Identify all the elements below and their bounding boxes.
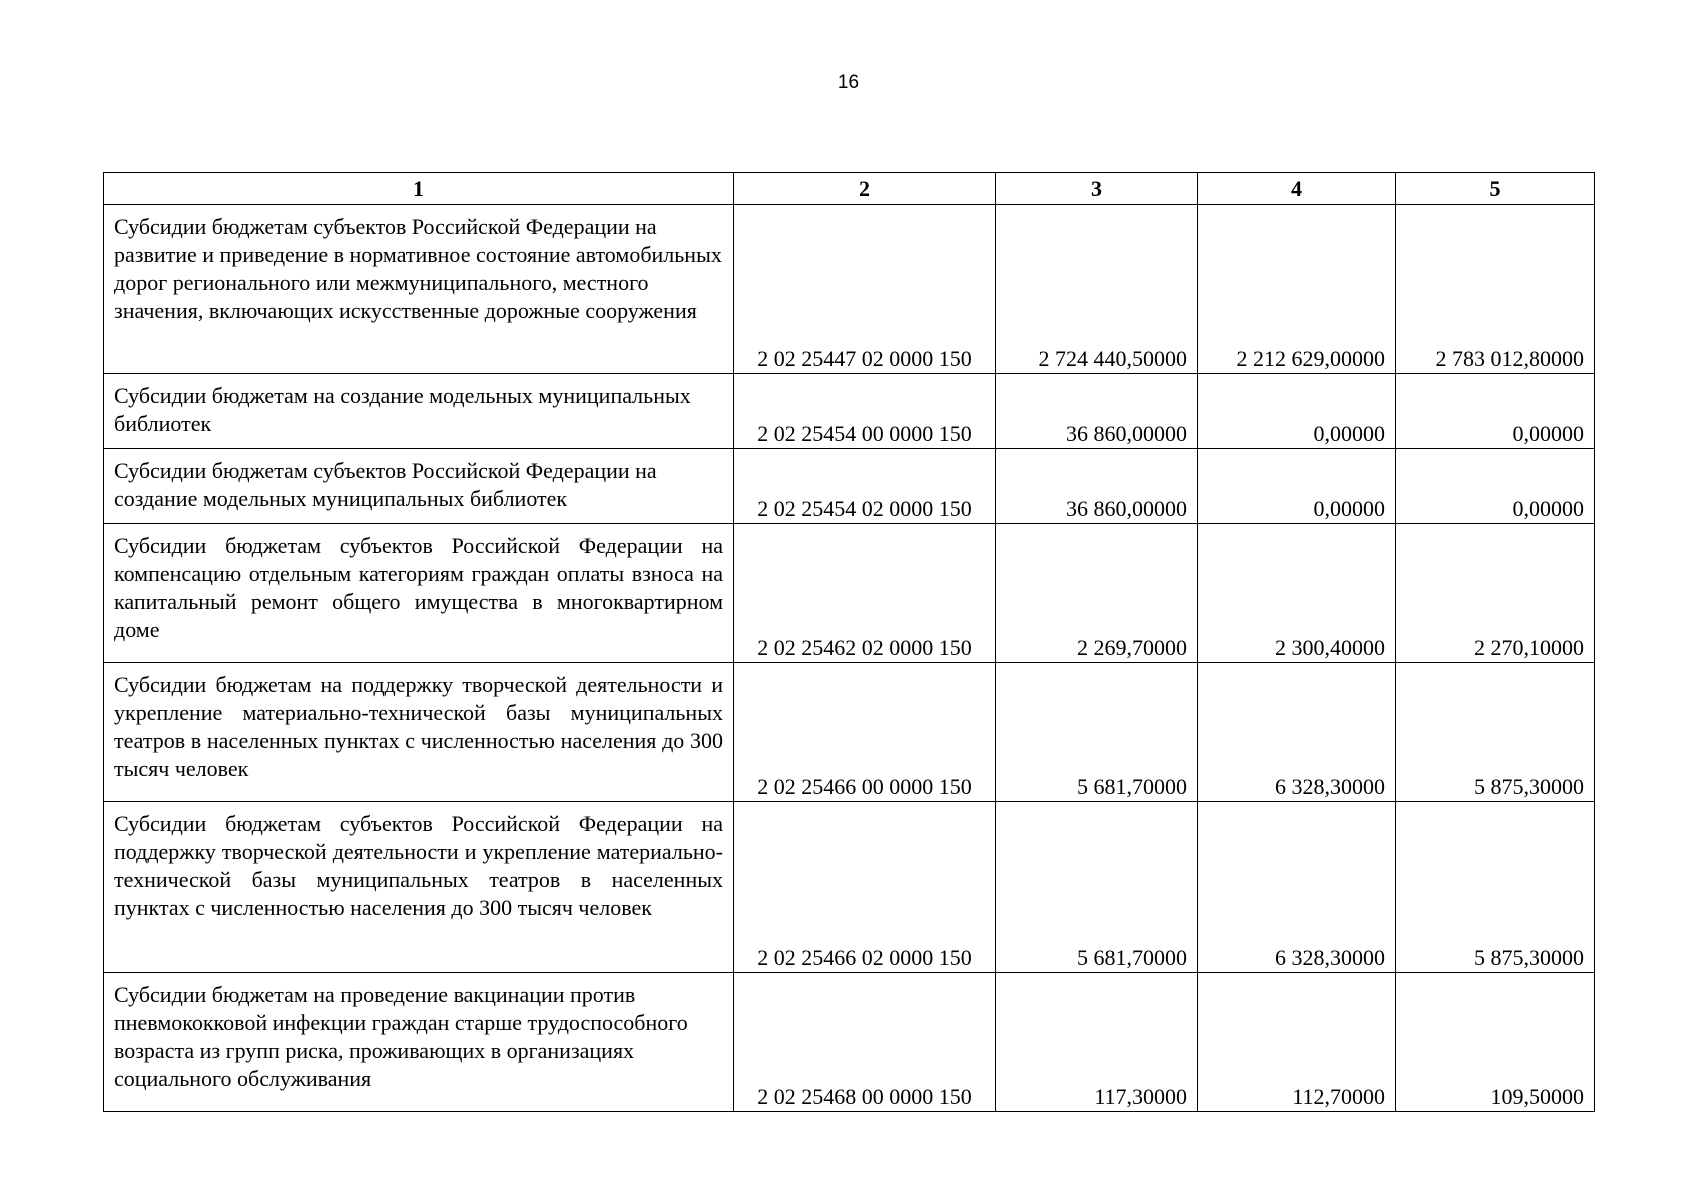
- amount-col4: 6 328,30000: [1198, 663, 1396, 802]
- amount-col5: 5 875,30000: [1396, 663, 1595, 802]
- column-header: 4: [1198, 173, 1396, 205]
- column-header: 5: [1396, 173, 1595, 205]
- amount-col5: 2 270,10000: [1396, 524, 1595, 663]
- row-description: Субсидии бюджетам на поддержку творческой деятельности и укрепление материально-технической базы муниципальных театров в населенных пунктах с численностью населения до 300 тысяч человек: [104, 663, 734, 802]
- amount-col5: 109,50000: [1396, 973, 1595, 1112]
- column-header: 3: [996, 173, 1198, 205]
- amount-col3: 5 681,70000: [996, 802, 1198, 973]
- table-row: [104, 973, 1595, 1112]
- amount-col5: 0,00000: [1396, 449, 1595, 524]
- amount-col4: 2 212 629,00000: [1198, 205, 1396, 374]
- row-description: Субсидии бюджетам субъектов Российской Федерации на поддержку творческой деятельности и укрепление материально-технической базы муниципальных театров в населенных пунктах с численностью населения до 300 тысяч человек: [104, 802, 734, 973]
- amount-col4: 6 328,30000: [1198, 802, 1396, 973]
- row-description: Субсидии бюджетам субъектов Российской Федерации на создание модельных муниципальных библиотек: [104, 449, 734, 524]
- row-description: Субсидии бюджетам на проведение вакцинации против пневмококковой инфекции граждан старше трудоспособного возраста из групп риска, проживающих в организациях социального обслуживания: [104, 973, 734, 1112]
- table-row: [104, 374, 1595, 449]
- table-row: [104, 449, 1595, 524]
- header-row: [104, 173, 1595, 205]
- amount-col3: 36 860,00000: [996, 374, 1198, 449]
- amount-col3: 2 269,70000: [996, 524, 1198, 663]
- amount-col5: 2 783 012,80000: [1396, 205, 1595, 374]
- amount-col4: 112,70000: [1198, 973, 1396, 1112]
- amount-col5: 5 875,30000: [1396, 802, 1595, 973]
- amount-col3: 5 681,70000: [996, 663, 1198, 802]
- budget-code: 2 02 25466 00 0000 150: [734, 663, 996, 802]
- table-row: [104, 663, 1595, 802]
- budget-table: [103, 172, 1595, 1112]
- amount-col4: 2 300,40000: [1198, 524, 1396, 663]
- table-row: [104, 802, 1595, 973]
- table-row: [104, 524, 1595, 663]
- row-description: Субсидии бюджетам субъектов Российской Федерации на компенсацию отдельным категориям граждан оплаты взноса на капитальный ремонт общего имущества в многоквартирном доме: [104, 524, 734, 663]
- column-header: 2: [734, 173, 996, 205]
- amount-col3: 36 860,00000: [996, 449, 1198, 524]
- amount-col3: 117,30000: [996, 973, 1198, 1112]
- column-header: 1: [104, 173, 734, 205]
- budget-code: 2 02 25462 02 0000 150: [734, 524, 996, 663]
- amount-col5: 0,00000: [1396, 374, 1595, 449]
- budget-code: 2 02 25447 02 0000 150: [734, 205, 996, 374]
- budget-code: 2 02 25468 00 0000 150: [734, 973, 996, 1112]
- amount-col4: 0,00000: [1198, 449, 1396, 524]
- amount-col4: 0,00000: [1198, 374, 1396, 449]
- row-description: Субсидии бюджетам на создание модельных муниципальных библиотек: [104, 374, 734, 449]
- table-row: [104, 205, 1595, 374]
- budget-code: 2 02 25454 02 0000 150: [734, 449, 996, 524]
- budget-code: 2 02 25454 00 0000 150: [734, 374, 996, 449]
- amount-col3: 2 724 440,50000: [996, 205, 1198, 374]
- page-number: 16: [837, 72, 860, 93]
- budget-code: 2 02 25466 02 0000 150: [734, 802, 996, 973]
- row-description: Субсидии бюджетам субъектов Российской Федерации на развитие и приведение в нормативное состояние автомобильных дорог регионального или межмуниципального, местного значения, включающих искусственные дорожные сооружения: [104, 205, 734, 374]
